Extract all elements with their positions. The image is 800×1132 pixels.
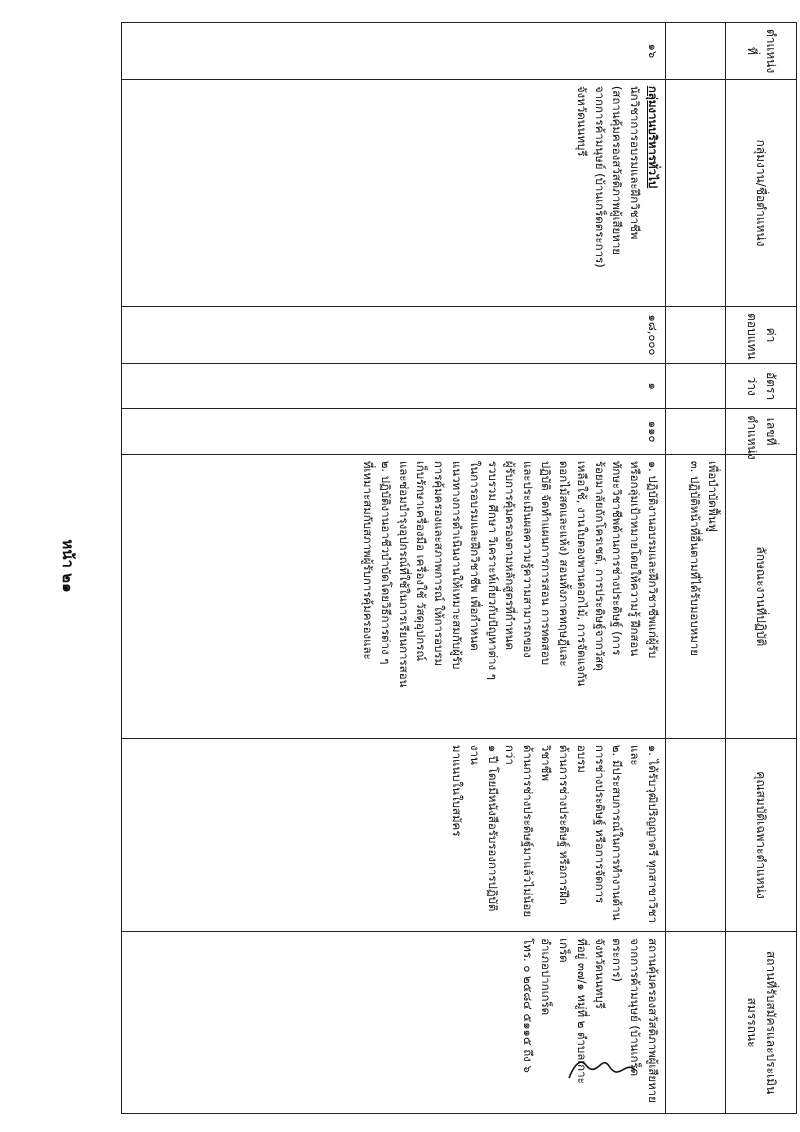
duty-line: แนวทางการดำเนินงานให้เหมาะสมกับผู้รับ bbox=[450, 460, 465, 670]
continued-duty-line: ๓. ปฏิบัติหน้าที่อื่นตามที่ได้รับมอบหมาย bbox=[688, 460, 703, 656]
duty-line: ๒. ปฏิบัติงานอาชีวบำบัดโดยวิธีการต่าง ๆ bbox=[378, 460, 393, 665]
page-title: หน้า ๒๑ bbox=[59, 539, 77, 593]
status-line: โทร. ๐ ๒๕๘๔ ๕๑๑๕ ถึง ๖ bbox=[521, 938, 536, 1073]
group-cell bbox=[122, 79, 666, 306]
duty-line: รวบรวม ศึกษา วิเคราะห์เกี่ยวกับปัญหาต่าง ๆ bbox=[485, 460, 500, 680]
seq-cell: ๑๖ bbox=[122, 23, 666, 80]
duty-line: เก็บรักษาเครื่องมือ เครื่องใช้ วัสดุอุปกรณ์ bbox=[414, 460, 429, 662]
position-table bbox=[121, 22, 797, 1114]
position-line: (สถานคุ้มครองสวัสดิภาพผู้เสียหาย bbox=[610, 85, 625, 256]
rate-cell: ๑ bbox=[122, 363, 666, 408]
header-status: สถานที่รับสมัครและประเมินสมรรถนะ bbox=[726, 932, 797, 1114]
header-seq: ตำแหน่งที่ bbox=[726, 23, 797, 80]
status-line: สถานคุ้มครองสวัสดิภาพผู้เสียหาย bbox=[646, 938, 660, 1103]
position-line: นักวิชาการอบรมและฝึกวิชาชีพ bbox=[628, 85, 643, 240]
header-duty: ลักษณะงานที่ปฏิบัติ bbox=[726, 454, 797, 738]
duty-line: ๑. ปฏิบัติงานอบรมและฝึกวิชาชีพแก่ผู้รับ bbox=[646, 460, 660, 659]
duty-line: ที่เหมาะสมกับสภาพผู้รับการคุ้มครองและ bbox=[361, 460, 375, 660]
position-line: จากการค้ามนุษย์ (บ้านเกร็ดตระการ) bbox=[592, 85, 607, 268]
group-title: กลุ่มงานบริหารทั่วไป bbox=[646, 85, 660, 189]
duty-line: ดอกไม้สดและแห้ง) สอนทั้งภาคทฤษฎีและ bbox=[556, 460, 571, 667]
qual-line: ๑. ได้รับวุฒิปริญญาตรี ทุกสาขาวิชา และ bbox=[628, 744, 660, 923]
header-salary: ค่าตอบแทน bbox=[726, 307, 797, 364]
header-qual: คุณสมบัติเฉพาะตำแหน่ง bbox=[726, 738, 797, 931]
qual-line: ๑ ปี โดยมีหนังสือรับรองการปฏิบัติงาน bbox=[467, 744, 500, 912]
position-table-rotated bbox=[121, 22, 797, 1114]
qual-line: ด้านการช่างประดิษฐ์มาแล้วไม่น้อยกว่า bbox=[503, 744, 536, 918]
posno-cell: ๑๑๐ bbox=[122, 409, 666, 454]
duty-line: ทักษะวิชาชีพด้านการช่างประดิษฐ์ (การ bbox=[610, 460, 625, 656]
qual-line: มาแนบในใบสมัคร bbox=[450, 744, 465, 837]
table-row bbox=[666, 23, 726, 1114]
table-row bbox=[122, 23, 666, 1114]
header-rate: อัตราว่าง bbox=[726, 363, 797, 408]
header-group: กลุ่มงาน/ชื่อตำแหน่ง bbox=[726, 79, 797, 306]
status-line: จากการค้ามนุษย์ (บ้านเกร็ดตระการ) bbox=[610, 938, 643, 1077]
continued-duty-cell bbox=[666, 454, 726, 738]
duty-line: หรือกลุ่มเป้าหมายโดยให้ความรู้ ฝึกสอน bbox=[628, 460, 643, 657]
status-line: อำเภอปากเกร็ด bbox=[539, 938, 554, 1016]
duty-line: การคุ้มครองและสภาพการณ์ ให้การอบรม bbox=[432, 460, 447, 667]
duty-line: และซ่อมบำรุงอุปกรณ์ที่ใช้ในการเรียนการสอน bbox=[396, 460, 411, 688]
position-line: จังหวัดนนทบุรี bbox=[574, 85, 589, 157]
status-line: ที่อยู่ ๓๗/๑ หมู่ที่ ๒ ตำบลเกาะเกร็ด bbox=[556, 938, 589, 1084]
signature-mark bbox=[567, 1050, 637, 1090]
duty-cell bbox=[122, 454, 666, 738]
qual-line: ด้านการช่างประดิษฐ์ หรือการฝึกวิชาชีพ bbox=[539, 744, 571, 905]
duty-line: ปฏิบัติ จัดทำแผนการการสอน การทดสอบ bbox=[539, 460, 554, 666]
status-cell bbox=[122, 932, 666, 1114]
duty-line: ผู้รับการคุ้มครองตามหลักสูตรที่กำหนด bbox=[503, 460, 518, 650]
duty-line: เหลือใช้, งานใบตองพานดอกไม้, การจัดแจกัน bbox=[574, 460, 589, 687]
duty-line: ในการอบรมและฝึกวิชาชีพ เพื่อกำหนด bbox=[467, 460, 482, 651]
qual-line: ๒. มีประสบการณ์ในการทำงานด้าน bbox=[610, 744, 625, 921]
duty-line: และประเมินผลความรู้ความสามารถของ bbox=[521, 460, 536, 658]
table-header-row bbox=[726, 23, 797, 1114]
qual-cell bbox=[122, 738, 666, 931]
header-posno: เลขที่ตำแหน่ง bbox=[726, 409, 797, 454]
salary-cell: ๑๘,๐๐๐ bbox=[122, 307, 666, 364]
continued-duty-line: เพื่อบำบัดฟื้นฟู bbox=[706, 460, 720, 532]
status-line: จังหวัดนนทบุรี bbox=[592, 938, 607, 1009]
duty-line: ร้อยมาลัยถักโครเชต์, การประดิษฐ์จากวัสดุ bbox=[592, 460, 607, 671]
qual-line: การช่างประดิษฐ์ หรือการจัดการอบรม bbox=[574, 744, 607, 904]
